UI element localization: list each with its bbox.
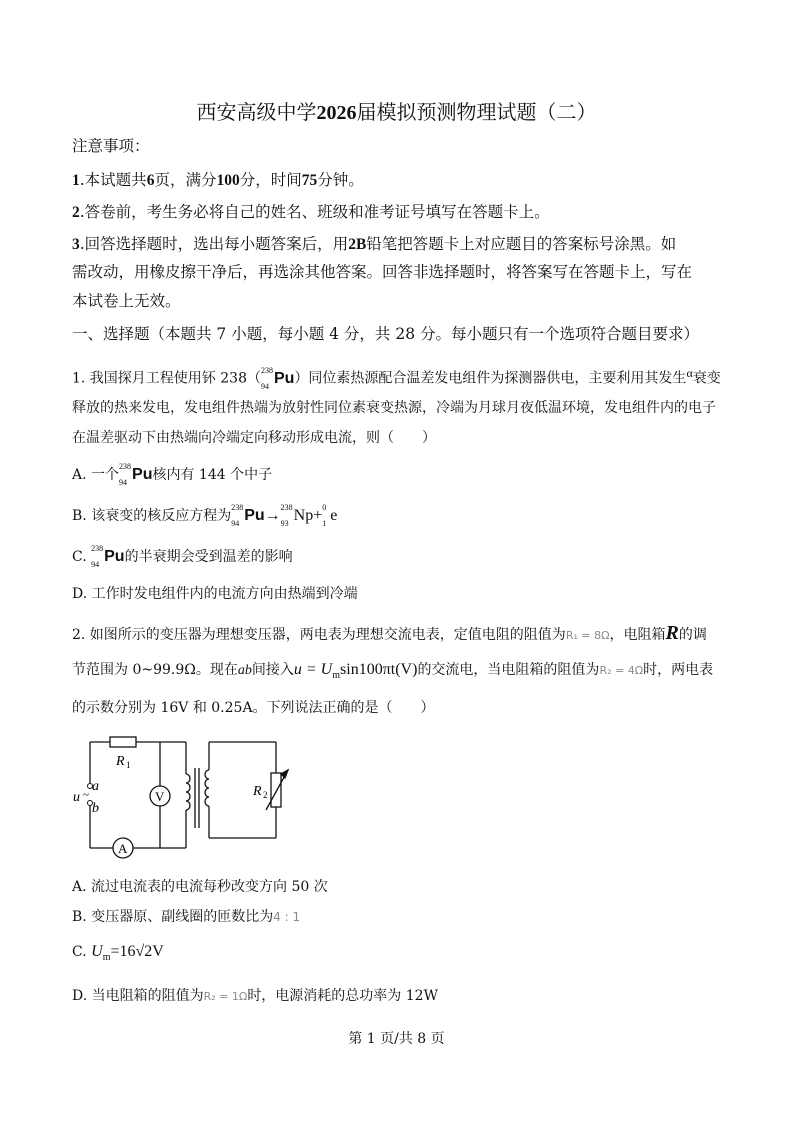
ammeter-label: A — [118, 841, 128, 856]
notice-heading: 注意事项： — [72, 137, 150, 155]
q2-line2: 节范围为 0~99.9Ω。现在ab间接入$u = U_m\sin 100\pi t(V)$的交流电，当电阻箱的阻值为R₂ = 4Ω时，两电表 — [72, 661, 714, 681]
q2-option-b: B. 变压器原、副线圈的匝数比为4 : 1 — [72, 909, 301, 925]
q1-line3: 在温差驱动下由热端向冷端定向移动形成电流，则（ ） — [72, 430, 436, 446]
q2-option-c: C. $U_m=16√2V$ — [72, 943, 164, 963]
exam-title — [0, 98, 793, 127]
voltmeter-label: V — [155, 789, 165, 804]
q1-option-b: B. 该衰变的核反应方程为 238 94 Pu→ 238 93 Np+ 0 1 e — [72, 503, 338, 528]
terminal-a-label: a — [92, 779, 99, 794]
q2-option-d: D. 当电阻箱的阻值为R₂ = 1Ω时，电源消耗的总功率为 12W — [72, 988, 438, 1004]
notice-item-1: 1.本试题共6页，满分100分，时间75分钟。 — [72, 171, 364, 189]
nuclide-pu: 238 94 Pu — [260, 365, 295, 391]
q2-line3: 的示数分别为 16V 和 0.25A。下列说法正确的是（ ） — [72, 700, 435, 716]
title-school: 西安高级中学 — [196, 100, 317, 124]
q1-line2: 释放的热来发电，发电组件热端为放射性同位素衰变热源，冷端为月球月夜低温环境，发电组件内的电子 — [72, 400, 716, 416]
notice-item-2: 2.答卷前，考生务必将自己的姓名、班级和准考证号填写在答题卡上。 — [72, 203, 550, 221]
q1-option-d: D. 工作时发电组件内的电流方向由热端到冷端 — [72, 586, 358, 602]
transformer-circuit-diagram — [73, 728, 306, 863]
r2-subscript: 2 — [263, 790, 268, 800]
notice-item-3-cont2: 本试卷上无效。 — [72, 292, 181, 310]
q1-line1: 1. 我国探月工程使用钚 238（ 238 94 Pu）同位素热源配合温差发电组件为探测器供电，主要利用其发生α衰变 — [72, 365, 721, 391]
page-footer: 第 1 页/共 8 页 — [348, 1031, 445, 1047]
r1-subscript: 1 — [126, 760, 131, 770]
q1-option-a: A. 一个 238 94 Pu核内有 144 个中子 — [72, 462, 273, 487]
notice-item-3: 3.回答选择题时，选出每小题答案后，用2B铅笔把答题卡上对应题目的答案标号涂黑。如 — [72, 235, 677, 253]
source-u-label: u — [73, 790, 80, 805]
title-rest: 届模拟预测物理试题（二） — [356, 100, 597, 124]
r1-label: R — [116, 754, 125, 769]
q1-option-c: C. 238 94 Pu的半衰期会受到温差的影响 — [72, 544, 293, 569]
q2-line1: 2. 如图所示的变压器为理想变压器，两电表为理想交流电表，定值电阻的阻值为R₁ = 8Ω，电阻箱R的调 — [72, 622, 707, 644]
q2-option-a: A. 流过电流表的电流每秒改变方向 50 次 — [72, 879, 328, 895]
section-heading: 一、选择题（本题共 7 小题，每小题 4 分，共 28 分。每小题只有一个选项符合题目要求） — [72, 325, 700, 343]
source-tilde-label: ~ — [83, 789, 89, 801]
notice-item-3-cont1: 需改动，用橡皮擦干净后，再选涂其他答案。回答非选择题时，将答案写在答题卡上，写在 — [72, 263, 693, 281]
terminal-b-label: b — [92, 801, 99, 816]
title-year: 2026 — [316, 102, 357, 124]
r2-label: R — [253, 784, 262, 799]
